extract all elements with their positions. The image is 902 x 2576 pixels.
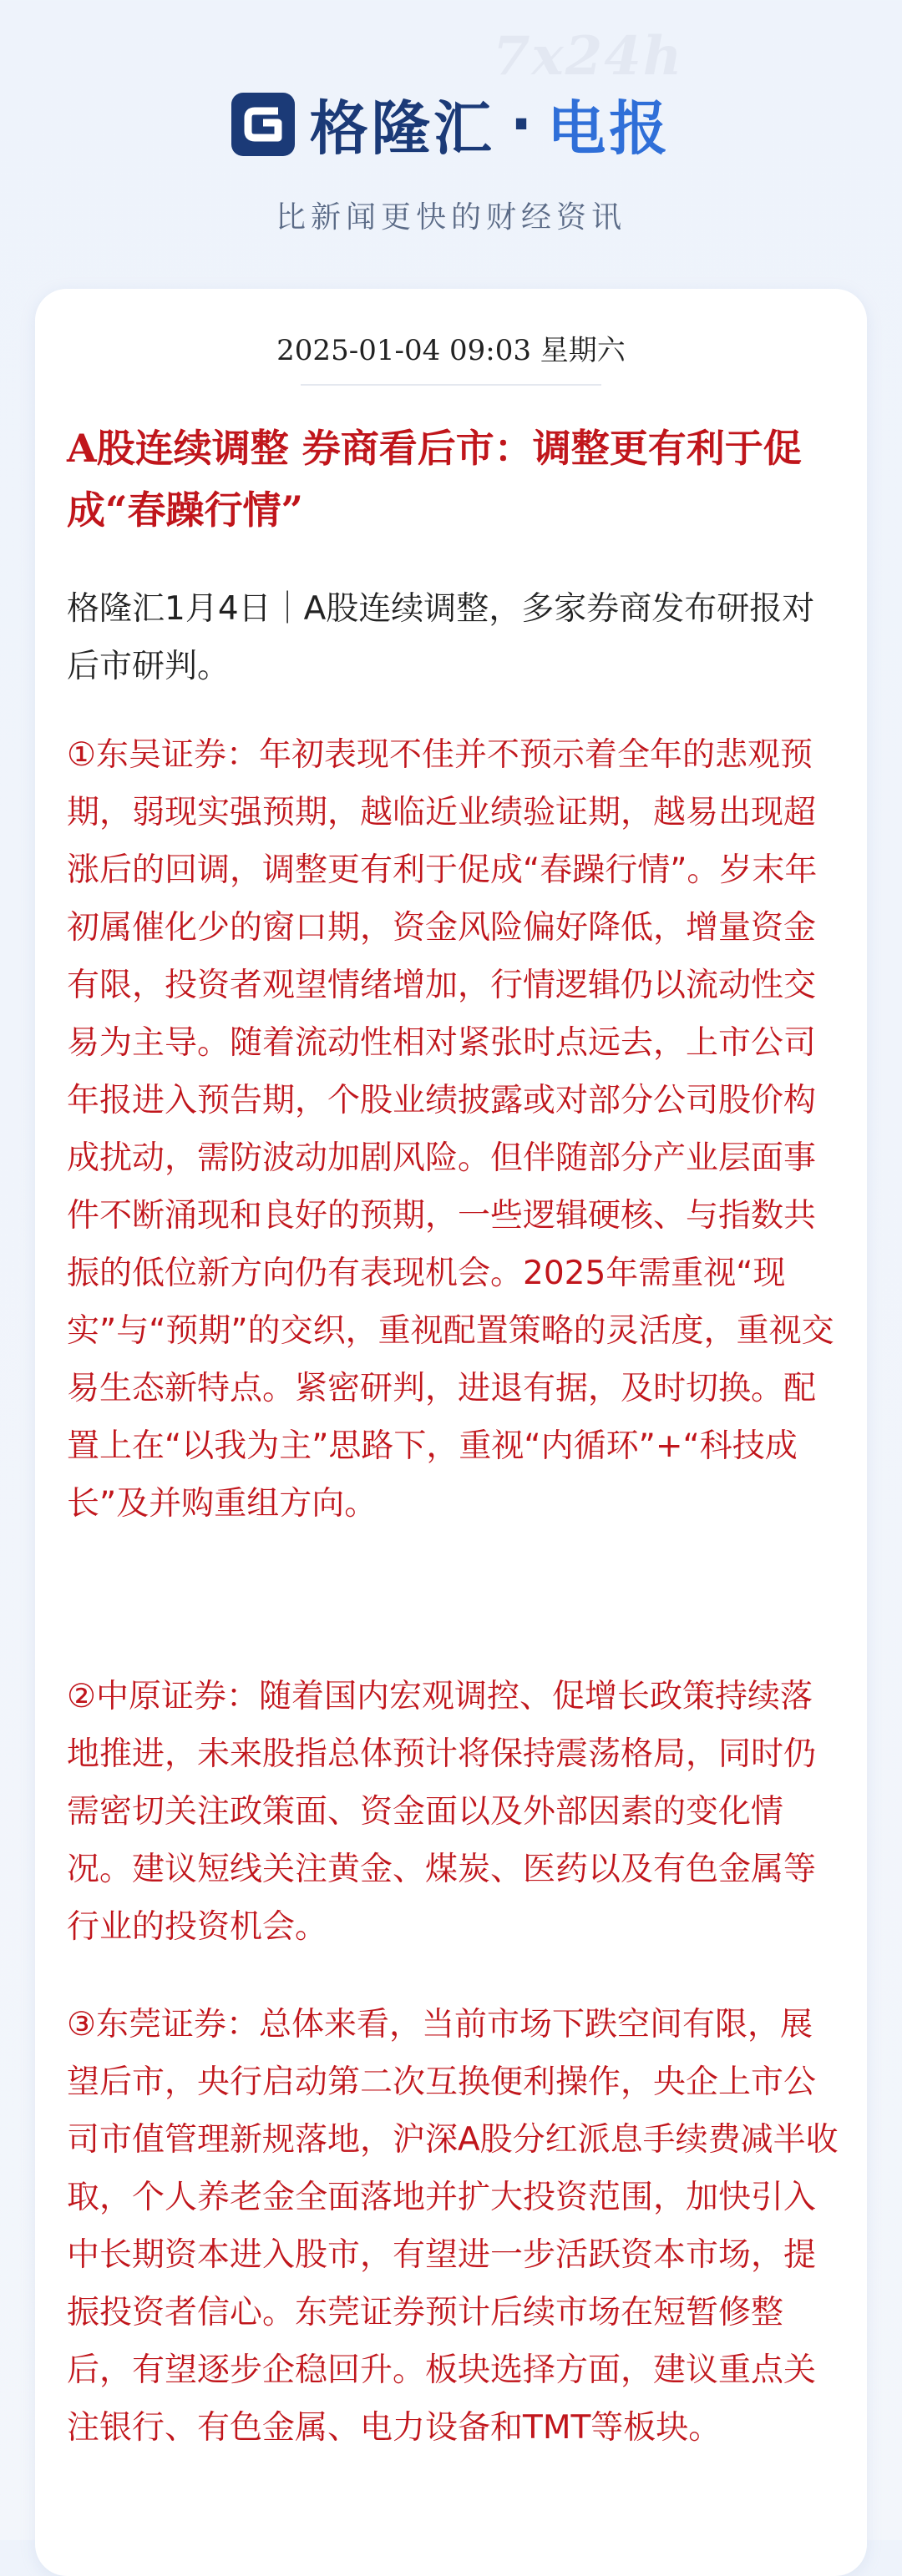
- brand-header: [0, 82, 902, 166]
- watermark-7x24h: 7x24h: [493, 25, 684, 88]
- slogan: 比新闻更快的财经资讯: [275, 200, 626, 235]
- brand-separator: ·: [509, 89, 533, 159]
- article-title: A股连续调整 券商看后市：调整更有利于促成“春躁行情”: [67, 426, 802, 533]
- paragraph-zhongyuan: ②中原证券：随着国内宏观调控、促增长政策持续落地推进，未来股指总体预计将保持震荡格局，同时仍需密切关注政策面、资金面以及外部因素的变化情况。建议短线关注黄金、煤炭、医药以及有色金属等行业的投资机会。: [67, 1678, 817, 1946]
- article-lead: 格隆汇1月4日｜A股连续调整，多家券商发布研报对后市研判。: [67, 590, 815, 685]
- brand-sub: 电报: [547, 94, 671, 163]
- paragraph-dongguan: ③东莞证券：总体来看，当前市场下跌空间有限，展望后市，央行启动第二次互换便利操作，央企上市公司市值管理新规落地，沪深A股分红派息手续费减半收取，个人养老金全面落地并扩大投资范围，加快引入中长期资本进入股市，有望进一步活跃资本市场，提振投资者信心。东莞证券预计后续市场在短暂修整后，有望逐步企稳回升。板块选择方面，建议重点关注银行、有色金属、电力设备和TMT等板块。: [67, 2006, 839, 2447]
- brand-name: 格隆汇: [309, 94, 495, 163]
- divider: [301, 384, 601, 386]
- paragraph-dongwu: ①东吴证券：年初表现不佳并不预示着全年的悲观预期，弱现实强预期，越临近业绩验证期，越易出现超涨后的回调，调整更有利于促成“春躁行情”。岁末年初属催化少的窗口期，资金风险偏好降低，增量资金有限，投资者观望情绪增加，行情逻辑仍以流动性交易为主导。随着流动性相对紧张时点远去，上市公司年报进入预告期，个股业绩披露或对部分公司股价构成扰动，需防波动加剧风险。但伴随部分产业层面事件不断涌现和良好的预期，一些逻辑硬核、与指数共振的低位新方向仍有表现机会。2025年需重视“现实”与“预期”的交织，重视配置策略的灵活度，重视交易生态新特点。紧密研判，进退有据，及时切换。配置上在“以我为主”思路下，重视“内循环”+“科技成长”及并购重组方向。: [67, 736, 834, 1523]
- gelonghui-logo-icon: [231, 93, 295, 156]
- article-datetime: 2025-01-04 09:03 星期六: [276, 334, 626, 367]
